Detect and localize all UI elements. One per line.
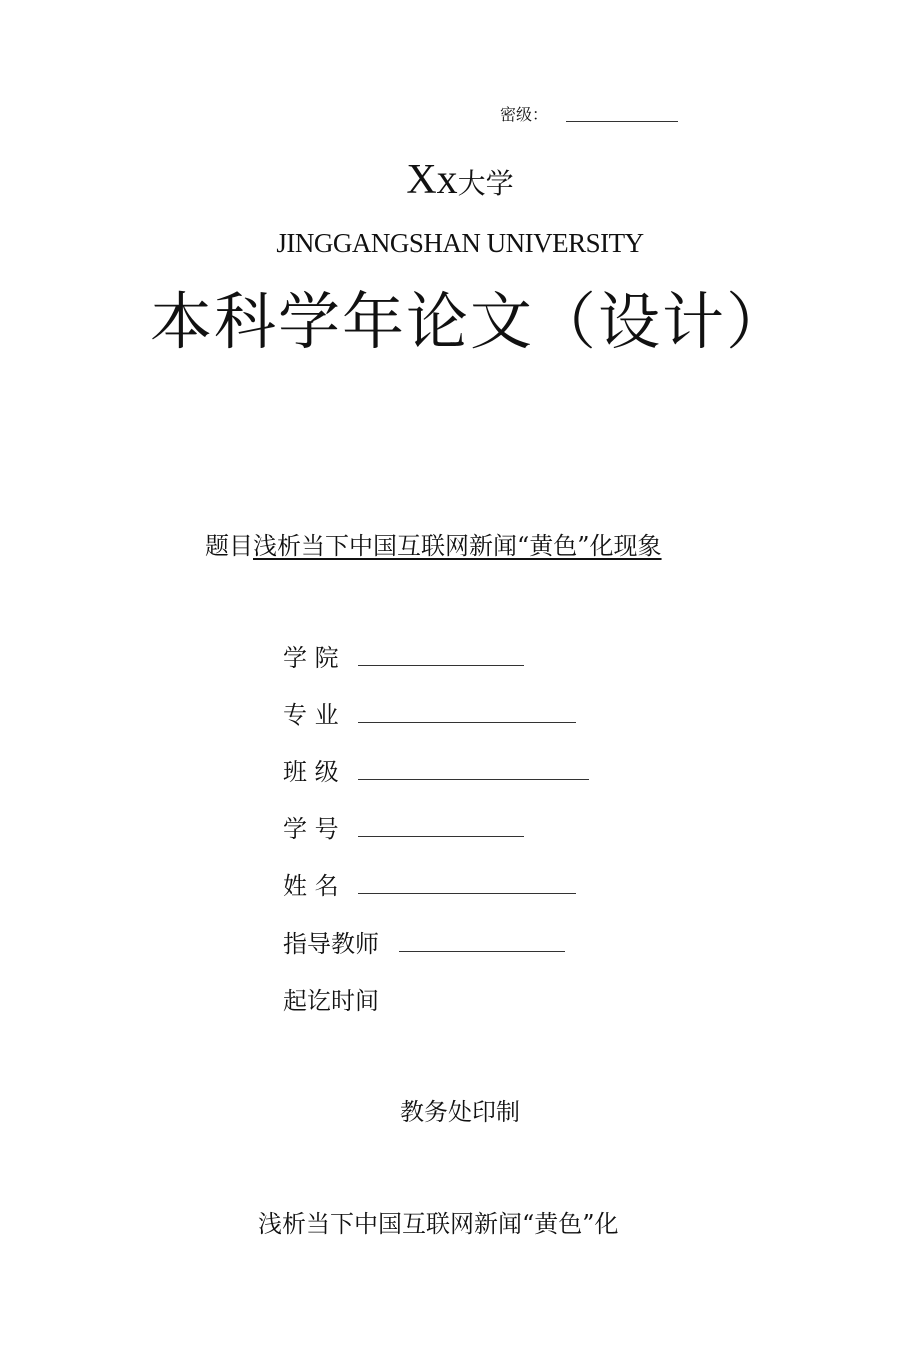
field-name	[283, 866, 576, 901]
field-label: 起讫时间	[283, 987, 379, 1015]
field-label: 专 业	[283, 701, 339, 729]
field-major	[283, 695, 576, 730]
field-label: 班 级	[283, 758, 339, 786]
field-advisor	[283, 924, 565, 959]
field-label: 指导教师	[283, 930, 379, 958]
secret-level-blank	[566, 121, 678, 122]
field-college	[283, 638, 524, 673]
university-name-cn: 大学	[457, 167, 514, 200]
field-blank	[358, 778, 589, 780]
field-blank	[399, 950, 565, 952]
document-title: 本科学年论文（设计）	[150, 285, 791, 358]
university-name-latin: Xx	[406, 157, 458, 203]
topic-row	[205, 526, 662, 561]
field-blank	[358, 892, 576, 894]
topic-label: 题目	[205, 532, 253, 560]
continued-title: 浅析当下中国互联网新闻“黄色”化	[258, 1210, 619, 1238]
field-period	[283, 981, 379, 1016]
field-class	[283, 752, 589, 787]
topic-value: 浅析当下中国互联网新闻“黄色”化现象	[253, 532, 662, 560]
field-label: 学 院	[283, 644, 339, 672]
secret-level-label: 密级：	[500, 105, 549, 124]
field-label: 学 号	[283, 815, 339, 843]
field-student-id	[283, 809, 524, 844]
university-name	[0, 156, 920, 204]
secret-level	[500, 102, 548, 125]
issuing-office: 教务处印制	[400, 1098, 520, 1126]
field-label: 姓 名	[283, 872, 339, 900]
field-blank	[358, 664, 524, 666]
field-blank	[358, 721, 576, 723]
field-blank	[358, 835, 524, 837]
university-name-en: JINGGANGSHAN UNIVERSITY	[276, 228, 644, 258]
